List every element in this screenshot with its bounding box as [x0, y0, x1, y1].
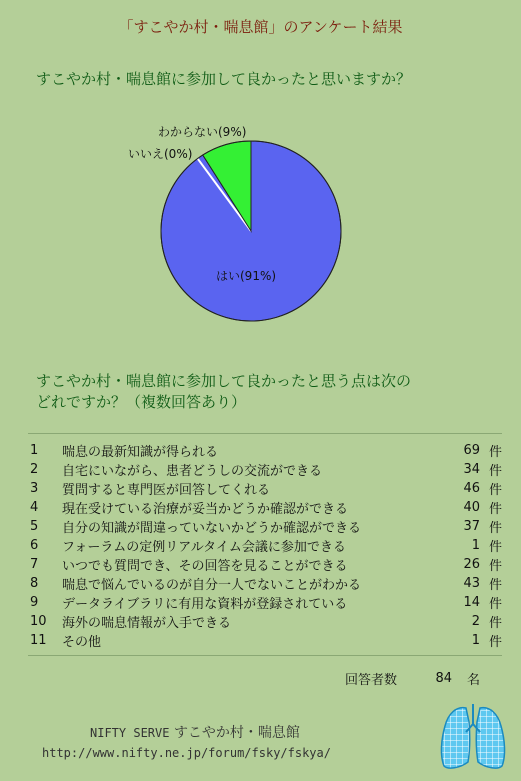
- question-2-line-2: どれですか？（複数回答あり）: [36, 393, 247, 411]
- row-count: 46: [463, 481, 480, 496]
- row-count: 2: [471, 614, 480, 629]
- footer-service-line: [90, 722, 300, 742]
- row-count: 43: [463, 576, 480, 591]
- footer-url[interactable]: http://www.nifty.ne.jp/forum/fsky/fskya/: [42, 746, 331, 760]
- row-unit: 件: [488, 464, 502, 479]
- row-unit: 件: [488, 597, 502, 612]
- row-unit: 件: [488, 521, 502, 536]
- row-label: フォーラムの定例リアルタイム会議に参加できる: [62, 540, 346, 555]
- row-unit: 件: [488, 445, 502, 460]
- table-row: [30, 536, 502, 555]
- pie-slice-label: はい(91%): [216, 269, 277, 283]
- row-count: 40: [463, 500, 480, 515]
- row-label: その他: [62, 635, 102, 650]
- row-count: 34: [463, 462, 480, 477]
- pie-slice-label: いいえ(0%): [128, 147, 193, 161]
- row-number: 7: [30, 557, 39, 572]
- row-unit: 件: [488, 616, 502, 631]
- row-label: 自分の知識が間違っていないかどうか確認ができる: [62, 521, 362, 536]
- divider: [28, 655, 502, 656]
- row-label: 質問すると専門医が回答してくれる: [62, 483, 271, 498]
- table-row: [30, 460, 502, 479]
- row-count: 26: [463, 557, 480, 572]
- row-number: 6: [30, 538, 39, 553]
- row-number: 10: [30, 614, 47, 629]
- question-1: すこやか村・喘息館に参加して良かったと思いますか？: [36, 70, 412, 88]
- respondent-total: [345, 669, 480, 688]
- row-label: いつでも質問でき、その回答を見ることができる: [62, 559, 348, 574]
- total-count: 84: [435, 671, 452, 686]
- row-number: 5: [30, 519, 39, 534]
- table-row: [30, 631, 502, 650]
- page-title: 「すこやか村・喘息館」のアンケート結果: [118, 18, 403, 36]
- row-count: 37: [463, 519, 480, 534]
- row-unit: 件: [488, 502, 502, 517]
- table-row: [30, 498, 502, 517]
- row-label: 自宅にいながら、患者どうしの交流ができる: [62, 464, 323, 479]
- pie-slice-label: わからない(9%): [158, 125, 247, 139]
- lungs-icon: [438, 704, 508, 772]
- row-label: 喘息で悩んでいるのが自分一人でないことがわかる: [62, 578, 362, 593]
- question-2: [36, 371, 506, 413]
- row-number: 4: [30, 500, 39, 515]
- divider: [28, 433, 502, 434]
- question-2-line-1: すこやか村・喘息館に参加して良かったと思う点は次の: [36, 372, 412, 390]
- row-label: 海外の喘息情報が入手できる: [62, 616, 232, 631]
- row-count: 1: [471, 633, 480, 648]
- row-number: 8: [30, 576, 39, 591]
- row-number: 9: [30, 595, 39, 610]
- row-unit: 件: [488, 483, 502, 498]
- row-label: データライブラリに有用な資料が登録されている: [62, 597, 348, 612]
- pie-chart: [110, 110, 410, 340]
- row-label: 現在受けている治療が妥当かどうか確認ができる: [62, 502, 349, 517]
- row-count: 14: [463, 595, 480, 610]
- footer-forum-name: すこやか村・喘息館: [173, 725, 300, 741]
- row-label: 喘息の最新知識が得られる: [62, 445, 219, 460]
- table-row: [30, 555, 502, 574]
- total-unit: 名: [466, 673, 480, 688]
- table-row: [30, 441, 502, 460]
- footer-service: NIFTY SERVE: [90, 726, 170, 740]
- table-row: [30, 612, 502, 631]
- row-number: 11: [30, 633, 47, 648]
- row-count: 69: [463, 443, 480, 458]
- table-row: [30, 593, 502, 612]
- table-row: [30, 574, 502, 593]
- total-label: 回答者数: [345, 673, 398, 688]
- table-row: [30, 517, 502, 536]
- row-unit: 件: [488, 559, 502, 574]
- results-table: [30, 441, 502, 650]
- row-number: 3: [30, 481, 39, 496]
- row-unit: 件: [488, 540, 502, 555]
- row-number: 2: [30, 462, 39, 477]
- row-unit: 件: [488, 578, 502, 593]
- row-count: 1: [471, 538, 480, 553]
- table-row: [30, 479, 502, 498]
- row-number: 1: [30, 443, 39, 458]
- row-unit: 件: [488, 635, 502, 650]
